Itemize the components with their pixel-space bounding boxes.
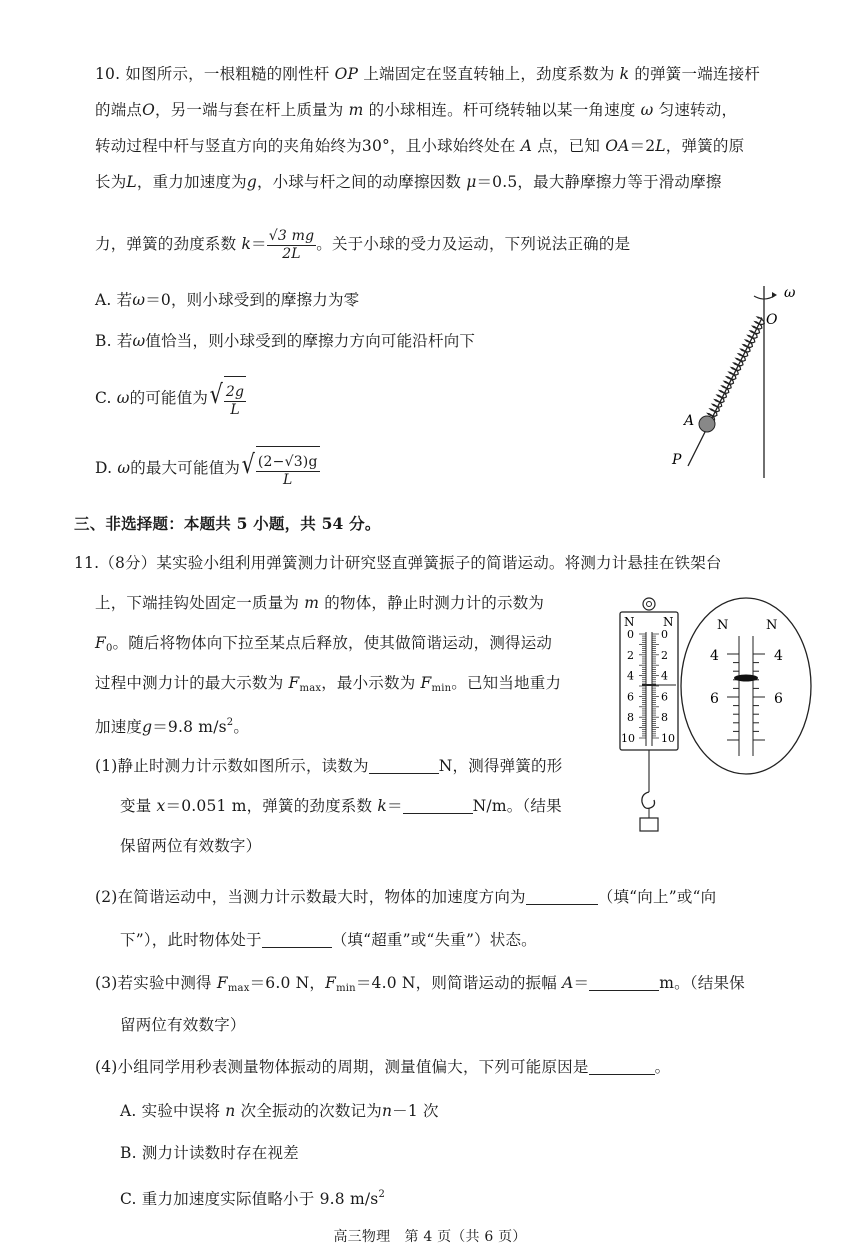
tick-label-left: 2 — [627, 648, 634, 662]
point-o-label: O — [766, 312, 778, 328]
q10-text: ＝2 — [629, 137, 656, 155]
answer-blank[interactable] — [262, 931, 332, 948]
q11-sub: min — [431, 683, 452, 694]
tick-label-left: 8 — [627, 711, 634, 725]
answer-blank[interactable] — [403, 797, 473, 814]
q11-F: F — [288, 674, 300, 692]
q10-omega: ω — [117, 459, 131, 477]
answer-blank[interactable] — [589, 1058, 655, 1075]
q11-x: x — [156, 797, 166, 815]
q11-text: 的物体，静止时测力计的示数为 — [324, 594, 545, 612]
q11-k: k — [377, 797, 387, 815]
q10-option-d — [95, 446, 320, 492]
scale-hook — [642, 792, 655, 808]
q10-line-3 — [95, 135, 744, 157]
q11-text: ＝6.0 N， — [249, 974, 326, 992]
q11-sub: max — [227, 983, 250, 994]
tick-label-left: 10 — [621, 732, 635, 745]
q10-text: 的最大可能值为 — [130, 459, 241, 477]
spring-scale-figure — [606, 596, 826, 846]
q11-part-1-line-3: 保留两位有效数字） — [120, 837, 262, 855]
q11-text: N，测得弹簧的形 — [438, 757, 563, 775]
k-numerator: √3 mg — [268, 227, 315, 244]
q11-line-4 — [95, 672, 561, 700]
tick-label-right: 8 — [661, 711, 668, 725]
q11-text: 。 — [233, 718, 250, 736]
q10-m: m — [348, 101, 364, 119]
zoom-unit-left: N — [717, 618, 729, 633]
q11-text: －1 次 — [392, 1102, 439, 1120]
sqrt-expression: √ $\frac{2g}{L}$ — [208, 376, 246, 422]
q11-text: 下”），此时物体处于 — [120, 931, 262, 949]
q11-g: g — [142, 718, 153, 736]
q11-text: 次全振动的次数记为 — [240, 1102, 382, 1120]
page-footer: 高三物理 第 4 页（共 6 页） — [333, 1229, 527, 1245]
answer-blank[interactable] — [526, 888, 598, 905]
answer-blank[interactable] — [369, 757, 439, 774]
q11-F: F — [420, 674, 432, 692]
q10-text: 值恰当，则小球受到的摩擦力方向可能沿杆向下 — [145, 332, 476, 350]
q11-text: (4)小组同学用秒表测量物体振动的周期，测量值偏大，下列可能原因是 — [95, 1058, 589, 1076]
k-fraction — [267, 228, 317, 263]
q10-option-b — [95, 330, 475, 352]
q10-text: ，小球与杆之间的动摩擦因数 — [256, 173, 462, 191]
c-denominator: L — [230, 401, 240, 418]
q11-text: ＝ — [573, 974, 590, 992]
tick-label-left: 6 — [627, 690, 634, 704]
zoom-pointer — [734, 675, 758, 682]
ball — [699, 416, 715, 432]
sqrt-expression: √ $\frac{(2-√3)g}{L}$ — [240, 446, 320, 492]
zoom-unit-right: N — [766, 618, 778, 633]
q11-text: (1)静止时测力计示数如图所示，读数为 — [95, 757, 369, 775]
q11-n: n — [225, 1102, 236, 1120]
q11-part-1-line-1 — [95, 755, 562, 777]
d-numerator: (2−√3)g — [257, 453, 318, 470]
q10-mu: μ — [466, 173, 477, 191]
q10-text: 点，已知 — [537, 137, 601, 155]
q11-text: 变量 — [120, 797, 152, 815]
q11-text: 加速度 — [95, 718, 143, 736]
q11-sub: min — [336, 983, 356, 994]
q10-text: C. — [95, 389, 112, 407]
tick-label-left: 0 — [627, 628, 634, 641]
q11-text: 上，下端挂钩处固定一质量为 — [95, 594, 300, 612]
q11-text: （填“向上”或“向 — [597, 888, 717, 906]
q10-text: 长为 — [95, 173, 127, 191]
q11-F: F — [216, 974, 228, 992]
scale-unit-left: N — [624, 615, 635, 629]
q10-g: g — [246, 173, 257, 191]
q11-F: F — [95, 634, 106, 652]
q10-k: k — [241, 235, 252, 253]
q11-sub: max — [299, 683, 322, 694]
q11-F: F — [325, 974, 337, 992]
rod-op — [688, 318, 762, 466]
q10-line-5 — [95, 222, 630, 266]
q11-sup: 2 — [378, 1189, 386, 1200]
point-a-label: A — [684, 413, 695, 429]
q11-text: (2)在简谐运动中，当测力计示数最大时，物体的加速度方向为 — [95, 888, 526, 906]
tick-label-right: 2 — [661, 648, 668, 662]
d-denominator: L — [283, 471, 293, 488]
q11-text: (3)若实验中测得 — [95, 974, 212, 992]
q11-line-1: 11.（8分）某实验小组利用弹簧测力计研究竖直弹簧振子的简谐运动。将测力计悬挂在铁架台 — [74, 554, 722, 572]
scale-unit-right: N — [663, 615, 674, 629]
q11-text: m。（结果保 — [659, 974, 745, 992]
q10-text: 10. 如图所示，一根粗糙的刚性杆 — [95, 65, 330, 83]
q10-line-4 — [95, 171, 722, 193]
q10-L: L — [655, 137, 666, 155]
zoom-label-4-left: 4 — [710, 648, 719, 664]
k-denominator: 2L — [282, 245, 301, 262]
q10-k: k — [619, 65, 630, 83]
answer-blank[interactable] — [589, 974, 659, 991]
q11-text: ＝0.051 m，弹簧的劲度系数 — [165, 797, 373, 815]
q11-part-2-line-2 — [120, 929, 537, 951]
scale-hook-ring — [643, 598, 655, 610]
q11-line-2 — [95, 592, 544, 614]
q11-part-3-line-1 — [95, 972, 745, 1000]
q10-text: 的端点 — [95, 101, 143, 119]
q11-m: m — [304, 594, 320, 612]
q11-text: 。 — [654, 1058, 671, 1076]
q10-text: ，另一端与套在杆上质量为 — [155, 101, 344, 119]
q11-sup: 2 — [226, 717, 234, 728]
zoom-ellipse — [681, 598, 811, 774]
q10-text: 上端固定在竖直转轴上，劲度系数为 — [363, 65, 615, 83]
q11-text: ＝ — [386, 797, 403, 815]
q10-text: D. — [95, 459, 113, 477]
tick-label-left: 4 — [627, 669, 634, 683]
q11-text: 。已知当地重力 — [451, 674, 562, 692]
q11-n: n — [381, 1102, 393, 1120]
rotating-rod-figure — [660, 278, 810, 488]
q11-text: （填“超重”或“失重”）状态。 — [331, 931, 537, 949]
q10-omega: ω — [116, 389, 130, 407]
q10-oa: OA — [605, 137, 630, 155]
q10-text: 转动过程中杆与竖直方向的夹角始终为30°，且小球始终处在 — [95, 137, 516, 155]
q11-text: C. 重力加速度实际值略小于 9.8 m/s — [120, 1190, 379, 1208]
q10-text: ＝ — [251, 235, 267, 253]
q10-option-a — [95, 289, 359, 311]
tick-label-right: 10 — [661, 732, 675, 745]
q10-option-c — [95, 376, 246, 422]
q11-text: N/m。（结果 — [472, 797, 562, 815]
q11-line-3 — [95, 632, 552, 660]
q10-o: O — [142, 101, 156, 119]
c-numerator: 2g — [225, 383, 245, 400]
q10-text: 的小球相连。杆可绕转轴以某一角速度 — [368, 101, 636, 119]
q11-option-c — [120, 1184, 385, 1210]
q11-text: A. 实验中误将 — [120, 1102, 221, 1120]
q10-omega: ω — [132, 332, 146, 350]
q10-text: B. 若 — [95, 332, 133, 350]
q10-text: 的弹簧一端连接杆 — [634, 65, 760, 83]
q11-text: ＝4.0 N，则简谐运动的振幅 — [355, 974, 557, 992]
zoom-label-6-right: 6 — [774, 691, 783, 707]
q10-line-1 — [95, 63, 760, 85]
q10-rod-label: OP — [334, 65, 359, 83]
point-p-label: P — [672, 452, 682, 468]
q11-A: A — [562, 974, 574, 992]
zoom-label-6-left: 6 — [710, 691, 719, 707]
q10-text: ，重力加速度为 — [136, 173, 247, 191]
zoom-label-4-right: 4 — [774, 648, 783, 664]
scale-hook-ring-inner — [647, 602, 652, 607]
q11-text: 。随后将物体向下拉至某点后释放，使其做简谐运动，测得运动 — [112, 634, 553, 652]
q11-text: ＝9.8 m/s — [152, 718, 227, 736]
q11-option-a — [120, 1100, 439, 1122]
q10-omega: ω — [640, 101, 654, 119]
rotation-arrow-head — [772, 292, 777, 298]
q10-text: 的可能值为 — [129, 389, 209, 407]
q11-line-5 — [95, 712, 249, 738]
q10-text: A. 若 — [95, 291, 133, 309]
omega-label: ω — [784, 285, 796, 301]
tick-label-right: 4 — [661, 669, 668, 683]
section-heading: 三、非选择题：本题共 5 小题，共 54 分。 — [74, 514, 381, 533]
q10-text: 匀速转动， — [658, 101, 738, 119]
q10-text: 力，弹簧的劲度系数 — [95, 235, 237, 253]
q11-part-1-line-2 — [120, 795, 562, 817]
q10-text: 。关于小球的受力及运动，下列说法正确的是 — [316, 235, 631, 253]
weight-block — [640, 818, 658, 831]
q10-omega: ω — [132, 291, 146, 309]
tick-label-right: 6 — [661, 690, 668, 704]
q11-part-3-line-2: 留两位有效数字） — [120, 1016, 246, 1034]
q11-part-2-line-1 — [95, 886, 716, 908]
q10-text: ＝0.5，最大静摩擦力等于滑动摩擦 — [476, 173, 722, 191]
q10-text: ＝0，则小球受到的摩擦力为零 — [145, 291, 360, 309]
q10-text: ，弹簧的原 — [665, 137, 745, 155]
tick-label-right: 0 — [661, 628, 668, 641]
q10-line-2 — [95, 99, 737, 121]
q10-a: A — [520, 137, 533, 155]
q10-L: L — [126, 173, 137, 191]
q11-text: ，最小示数为 — [321, 674, 416, 692]
q11-part-4 — [95, 1056, 670, 1078]
q11-sub: 0 — [105, 643, 113, 654]
q11-option-b: B. 测力计读数时存在视差 — [120, 1144, 299, 1162]
q11-text: 过程中测力计的最大示数为 — [95, 674, 284, 692]
